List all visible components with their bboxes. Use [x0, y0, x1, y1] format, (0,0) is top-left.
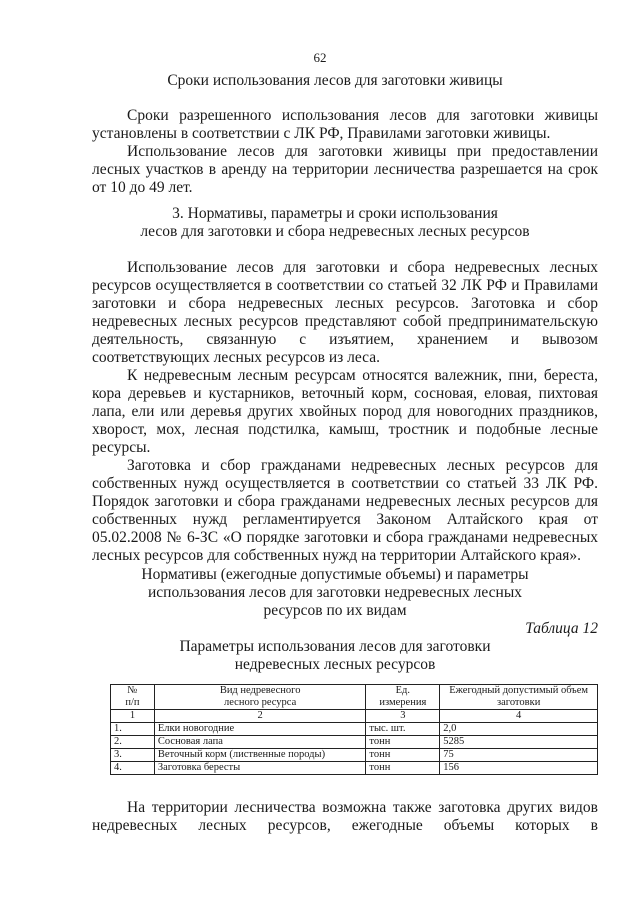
row-number: 1. [111, 723, 155, 736]
row-volume: 75 [440, 749, 598, 762]
row-unit: тонн [366, 749, 440, 762]
paragraph-resin-lease: Использование лесов для заготовки живицы при предоставлении лесных участков в аренду на территории лесничества разрешается на срок от 10 до 49 лет. [92, 143, 598, 196]
params-table [110, 684, 598, 775]
section-heading-line: ресурсов по их видам [263, 602, 407, 619]
paragraph-nontimber-citizens: Заготовка и сбор гражданами недревесных лесных ресурсов для собственных нужд осуществляется в соответствии со статьей 33 ЛК РФ. Порядок заготовки и сбора гражданами недревесных лесных ресурсов для собственных нужд регламентируется Законом Алтайского края от 05.02.2008 № 6-ЗС «О порядке заготовки и сбора гражданами недревесных лесных ресурсов для собственных нужд на территории Алтайского края». [92, 457, 598, 564]
table-header-row [111, 685, 598, 710]
section-heading-resin: Сроки использования лесов для заготовки живицы [167, 72, 503, 89]
table-row [111, 749, 598, 762]
section-heading-norms [70, 566, 600, 620]
row-resource-type: Заготовка бересты [154, 762, 365, 775]
table-column-numbers-row [111, 710, 598, 723]
row-number: 4. [111, 762, 155, 775]
row-number: 2. [111, 736, 155, 749]
paragraph-nontimber-usage: Использование лесов для заготовки и сбора недревесных лесных ресурсов осуществляется в соответствии со статьей 32 ЛК РФ и Правилами заготовки и сбора недревесных лесных ресурсов. Заготовка и сбор недревесных лесных ресурсов представляют собой предпринимательскую деятельность, связанную с изъятием, хранением и вывозом соответствующих лесных ресурсов из леса. [92, 259, 598, 366]
header-resource-type: Вид недревесного лесного ресурса [154, 685, 365, 710]
row-volume: 5285 [440, 736, 598, 749]
table-label: Таблица 12 [525, 620, 598, 637]
table-title-line: Параметры использования лесов для заготовки [179, 638, 491, 655]
table-row [111, 736, 598, 749]
row-resource-type: Елки новогодние [154, 723, 365, 736]
section-heading-line: лесов для заготовки и сбора недревесных лесных ресурсов [140, 223, 530, 240]
row-volume: 2,0 [440, 723, 598, 736]
table-title-line: недревесных лесных ресурсов [234, 656, 436, 673]
section-heading-line: использования лесов для заготовки недревесных лесных [147, 584, 523, 601]
column-number: 4 [440, 710, 598, 723]
section-heading-nontimber [70, 205, 600, 241]
header-annual-volume: Ежегодный допустимый объем заготовки [440, 685, 598, 710]
table-row [111, 762, 598, 775]
row-resource-type: Веточный корм (лиственные породы) [154, 749, 365, 762]
column-number: 3 [366, 710, 440, 723]
column-number: 2 [154, 710, 365, 723]
column-number: 1 [111, 710, 155, 723]
row-number: 3. [111, 749, 155, 762]
row-unit: тыс. шт. [366, 723, 440, 736]
table-title [70, 638, 600, 674]
header-unit: Ед. измерения [366, 685, 440, 710]
table-row [111, 723, 598, 736]
paragraph-nontimber-types: К недревесным лесным ресурсам относятся валежник, пни, береста, кора деревьев и кустарников, веточный корм, сосновая, еловая, пихтовая лапа, ели или деревья других хвойных пород для новогодних праздников, хворост, мох, лесная подстилка, камыш, тростник и подобные лесные ресурсы. [92, 367, 598, 456]
paragraph-closing: На территории лесничества возможна также заготовка других видов недревесных лесных ресурсов, ежегодные объемы которых в [92, 799, 598, 834]
row-resource-type: Сосновая лапа [154, 736, 365, 749]
section-heading-line: 3. Нормативы, параметры и сроки использования [172, 205, 498, 222]
paragraph-resin-terms: Сроки разрешенного использования лесов для заготовки живицы установлены в соответствии с ЛК РФ, Правилами заготовки живицы. [92, 107, 598, 142]
row-volume: 156 [440, 762, 598, 775]
row-unit: тонн [366, 762, 440, 775]
section-heading-line: Нормативы (ежегодные допустимые объемы) и параметры [141, 566, 529, 583]
row-unit: тонн [366, 736, 440, 749]
page-number: 62 [313, 50, 327, 65]
header-number: № п/п [111, 685, 155, 710]
